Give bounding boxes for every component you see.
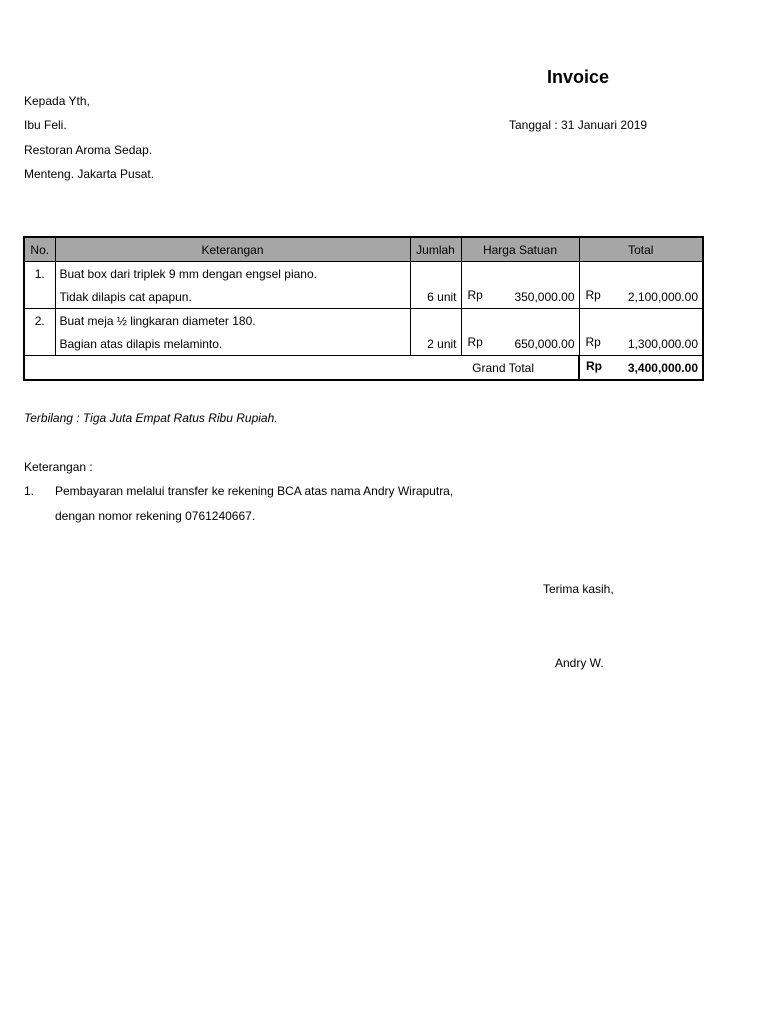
row-qty: 2 unit xyxy=(410,332,461,356)
currency-label: Rp xyxy=(467,335,483,349)
row-desc-line2: Tidak dilapis cat apapun. xyxy=(55,285,410,309)
amount-in-words: Terbilang : Tiga Juta Empat Ratus Ribu Rupiah. xyxy=(24,411,278,425)
currency-label: Rp xyxy=(467,288,483,302)
row-no: 1. xyxy=(24,262,55,286)
recipient-salutation: Kepada Yth, xyxy=(24,94,90,108)
notes-item-number: 1. xyxy=(24,484,35,498)
row-total-empty xyxy=(579,262,703,286)
grand-total-amount: 3,400,000.00 xyxy=(627,360,698,375)
row-unit-price xyxy=(461,285,579,309)
recipient-company: Restoran Aroma Sedap. xyxy=(24,143,153,157)
signature-name: Andry W. xyxy=(555,656,604,670)
invoice-title: Invoice xyxy=(547,67,610,87)
row-price-empty xyxy=(461,309,579,333)
invoice-table xyxy=(23,236,704,381)
row-desc-line1: Buat meja ½ lingkaran diameter 180. xyxy=(55,309,410,333)
grand-total-row xyxy=(24,356,703,381)
notes-title: Keterangan : xyxy=(24,460,93,474)
table-header-row xyxy=(24,237,703,262)
table-row xyxy=(24,309,703,333)
row-qty-empty xyxy=(410,309,461,333)
row-total xyxy=(579,332,703,356)
notes-item-line2: dengan nomor rekening 0761240667. xyxy=(55,509,256,523)
row-total xyxy=(579,285,703,309)
row-total-empty xyxy=(579,309,703,333)
row-desc-line2: Bagian atas dilapis melaminto. xyxy=(55,332,410,356)
closing-text: Terima kasih, xyxy=(543,582,614,596)
table-row xyxy=(24,285,703,309)
currency-label: Rp xyxy=(585,335,601,349)
row-price-empty xyxy=(461,262,579,286)
row-no-empty xyxy=(24,285,55,309)
invoice-date: Tanggal : 31 Januari 2019 xyxy=(509,118,648,132)
grand-total-label: Grand Total xyxy=(24,356,579,381)
total-amount: 1,300,000.00 xyxy=(627,336,698,351)
row-qty: 6 unit xyxy=(410,285,461,309)
recipient-address: Menteng. Jakarta Pusat. xyxy=(24,167,155,181)
table-row xyxy=(24,262,703,286)
row-desc-line1: Buat box dari triplek 9 mm dengan engsel piano. xyxy=(55,262,410,286)
notes-item-line1: Pembayaran melalui transfer ke rekening BCA atas nama Andry Wiraputra, xyxy=(55,484,454,498)
currency-label: Rp xyxy=(586,359,602,373)
header-quantity: Jumlah xyxy=(410,237,461,262)
table-row xyxy=(24,332,703,356)
price-amount: 350,000.00 xyxy=(514,289,575,304)
recipient-name: Ibu Feli. xyxy=(24,118,67,132)
header-total: Total xyxy=(579,237,703,262)
row-unit-price xyxy=(461,332,579,356)
header-description: Keterangan xyxy=(55,237,410,262)
currency-label: Rp xyxy=(585,288,601,302)
price-amount: 650,000.00 xyxy=(514,336,575,351)
header-no: No. xyxy=(24,237,55,262)
grand-total-value xyxy=(579,356,703,381)
row-qty-empty xyxy=(410,262,461,286)
header-unit-price: Harga Satuan xyxy=(461,237,579,262)
row-no: 2. xyxy=(24,309,55,333)
row-no-empty xyxy=(24,332,55,356)
total-amount: 2,100,000.00 xyxy=(627,289,698,304)
